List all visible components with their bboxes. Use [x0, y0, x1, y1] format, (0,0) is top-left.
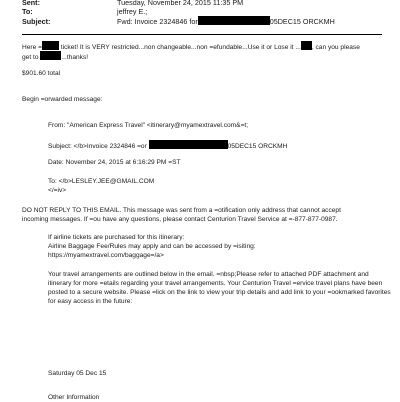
airline-line-1: If airline tickets are purchased for this itinerary: — [48, 234, 185, 241]
travel-line-1: Your travel arrangements are outlined below in the email. =nbsp;Please refer to attached PDF attachment and — [48, 271, 369, 278]
fwd-subject-start: Subject: </b>Invoice 2324846 =or — [48, 143, 147, 150]
to-label: To: — [22, 7, 33, 16]
greeting-line2-end: ...thanks! — [61, 54, 89, 61]
subject-row — [22, 16, 335, 26]
redaction-box — [149, 140, 228, 149]
sent-label: Sent: — [22, 0, 40, 7]
redaction-box — [42, 41, 59, 50]
greeting-start: Here = — [22, 44, 42, 51]
travel-line-2: itinerary for more =etails regarding your travel arrangements. Your Centurion Travel =ervice travel plans have been — [48, 280, 383, 287]
other-information: Other Information — [48, 394, 100, 401]
total-amount: $901.60 total — [22, 70, 61, 77]
fwd-subject-line — [48, 140, 287, 151]
subject-value-start: Fwd: Invoice 2324846 for — [117, 17, 198, 26]
day-heading: Saturday 05 Dec 15 — [48, 370, 107, 377]
to-row — [22, 7, 147, 16]
fwd-subject-end: 05DEC15 ORCKMH — [227, 143, 288, 150]
greeting-line2-start: get to — [22, 54, 39, 61]
subject-value-end: 05DEC15 ORCKMH — [269, 17, 335, 26]
airline-link[interactable]: https://myamextravel.com/baggage=/a> — [48, 252, 164, 259]
forwarded-heading: Begin =orwarded message: — [22, 96, 103, 103]
airline-line-2: Airline Baggage Fee/Rules may apply and can be accessed by =isiting: — [48, 243, 256, 250]
travel-line-3: posted to a secure website. Please =lick on the link to view your trip details and add link to your =ookmarked favorites — [48, 289, 391, 296]
from-line: From: "American Express Travel" <itinerary@myamextravel.com&=t; — [48, 122, 249, 129]
noreply-line-2: incoming messages. If =ou have any questions, please contact Centurion Travel Service at =-877-877-0987. — [22, 216, 338, 223]
sent-value: Tuesday, November 24, 2015 11:35 PM — [117, 0, 244, 7]
noreply-line-1: DO NOT REPLY TO THIS EMAIL. This message was sent from a =otification only address that cannot accept — [22, 207, 341, 214]
greeting-mid: ticket! It is VERY restricted...non changeable...non =efundable...Use it or Lose it ... — [58, 44, 301, 51]
greeting-end: , can you please — [311, 44, 360, 51]
div-close: </=iv> — [48, 187, 67, 194]
redaction-box — [198, 16, 270, 25]
redaction-box — [301, 41, 312, 50]
sent-row — [22, 0, 243, 7]
travel-line-4: for easy access in the future: — [48, 298, 133, 305]
to-value: jeffrey E.; — [117, 7, 148, 16]
subject-label: Subject: — [22, 17, 51, 26]
to-line: To: </b>LESLEY.JEE@GMAIL.COM — [48, 178, 155, 185]
date-line: Date: November 24, 2015 at 6:16:29 PM =ST — [48, 159, 181, 166]
header-divider — [22, 34, 382, 35]
redaction-box — [40, 51, 61, 60]
greeting-line-2 — [22, 51, 88, 62]
